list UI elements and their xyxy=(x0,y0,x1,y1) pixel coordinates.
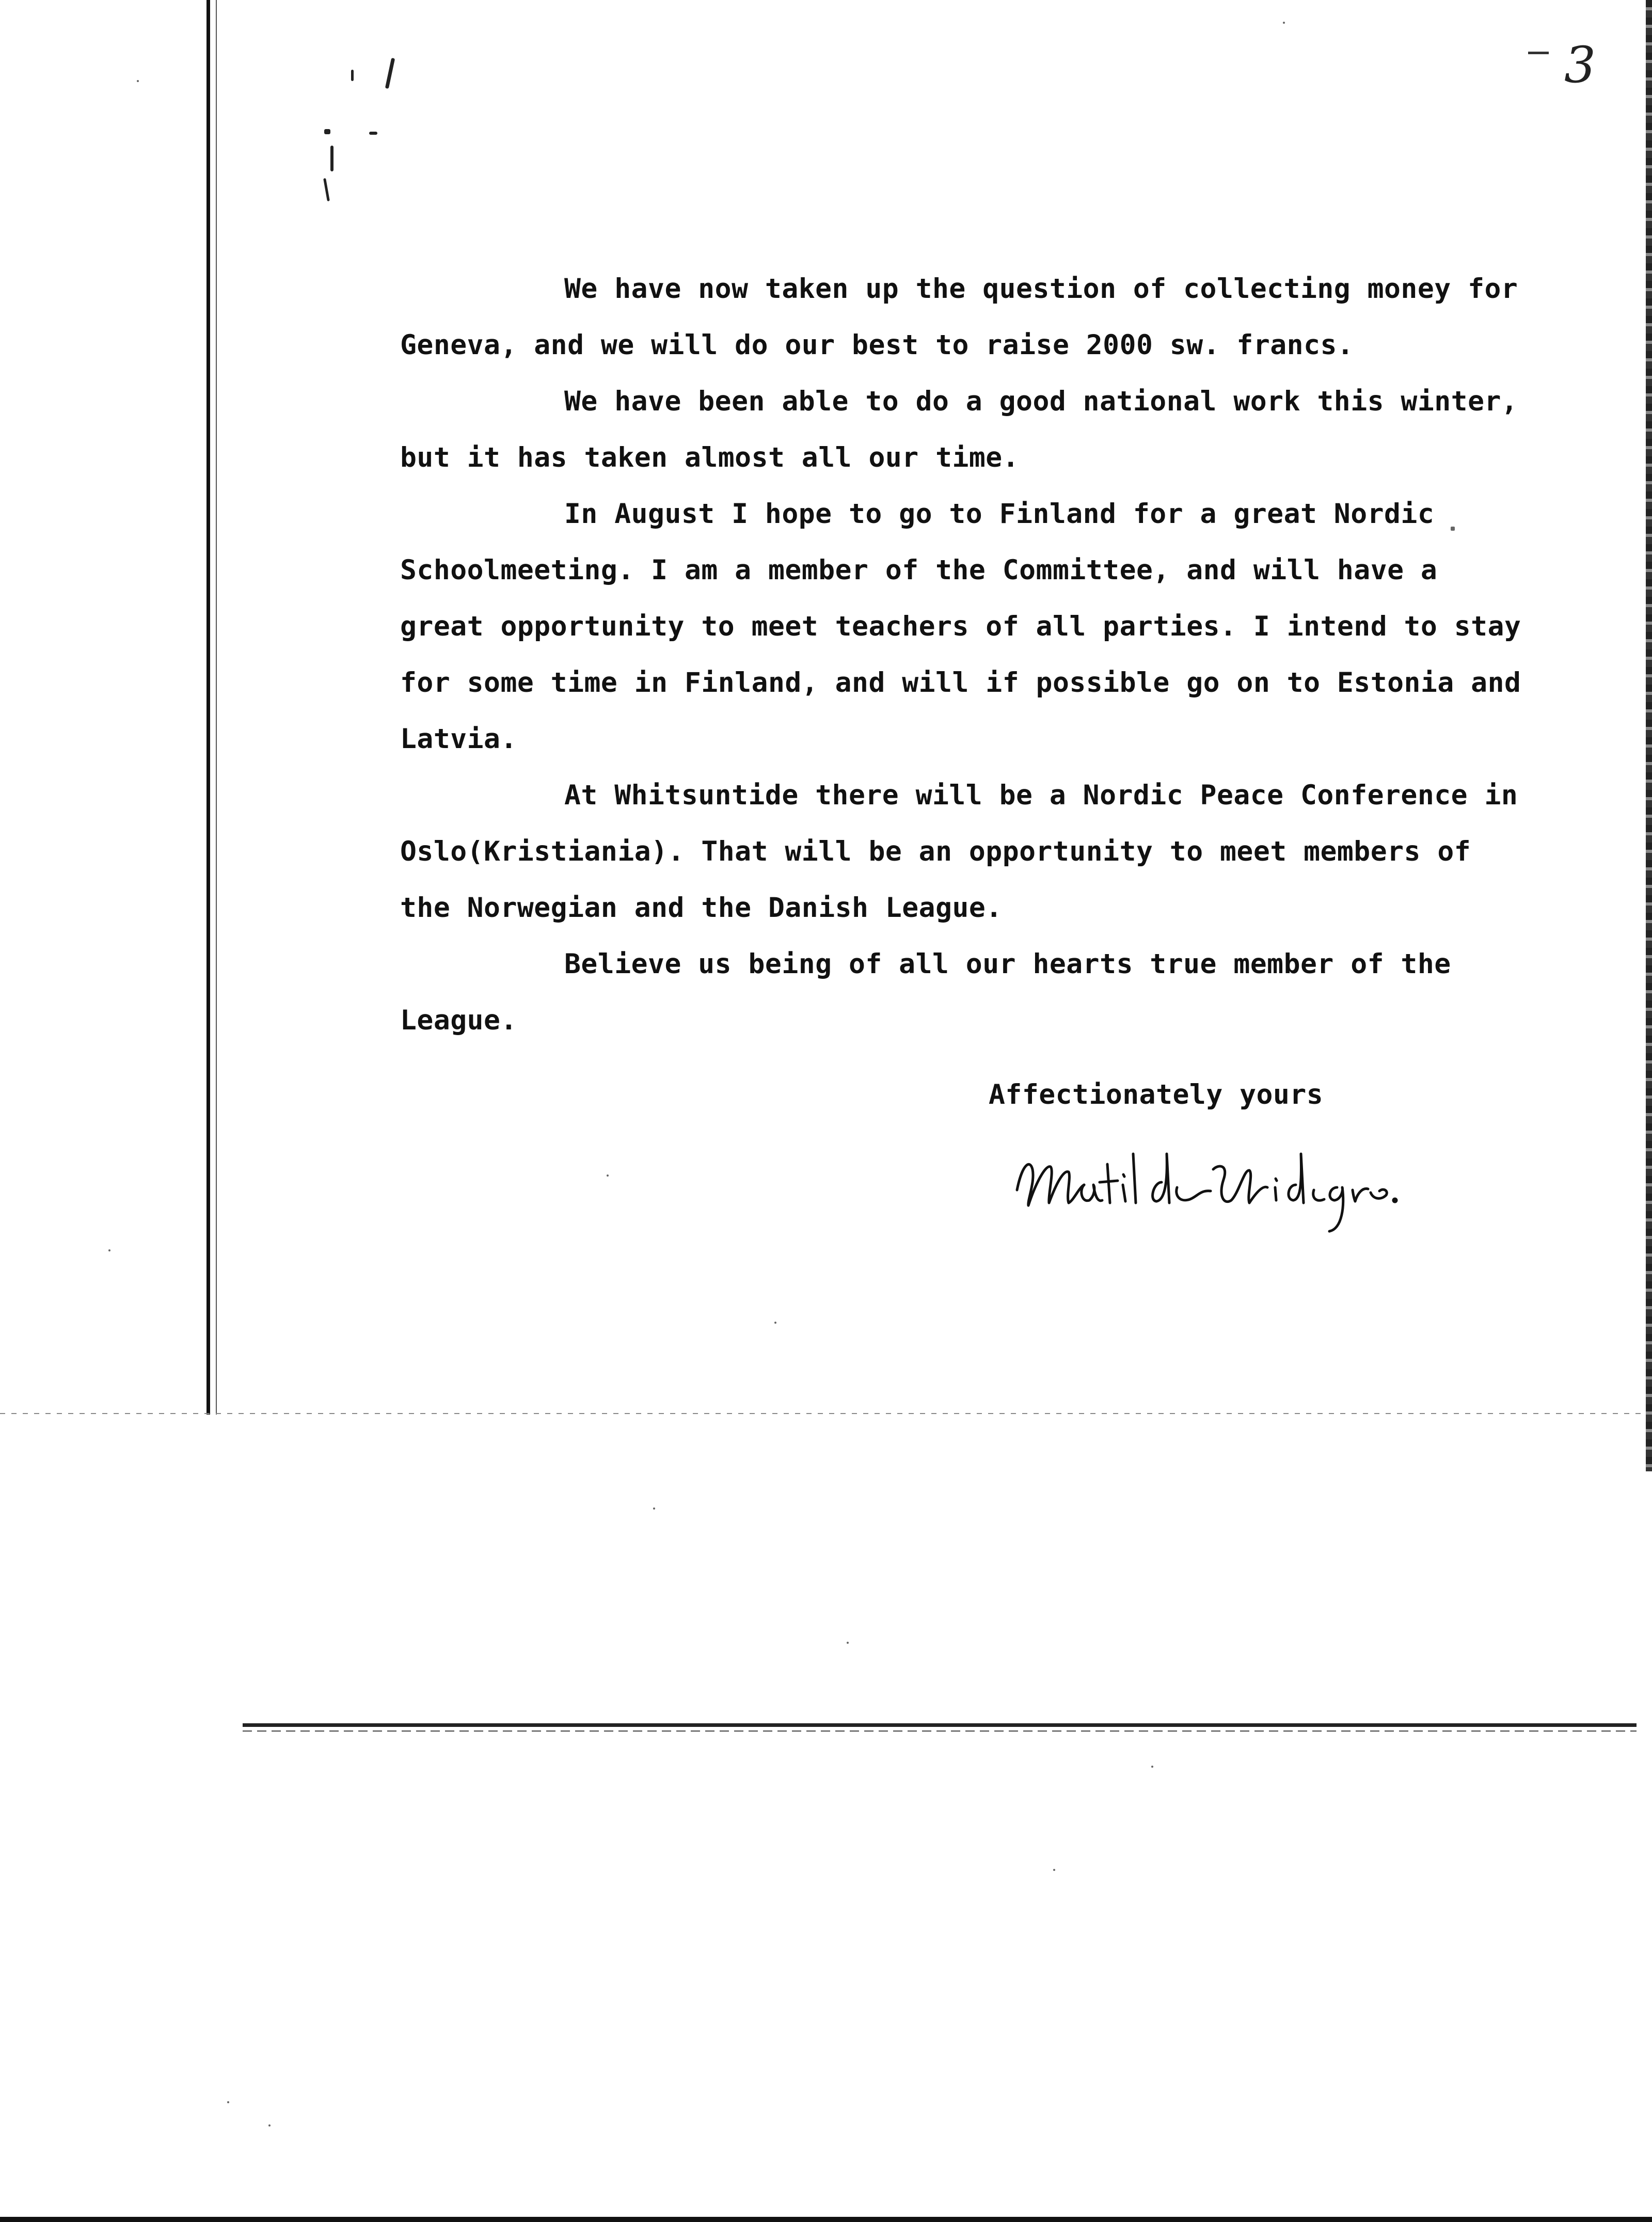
margin-mark xyxy=(323,178,330,201)
scan-speck xyxy=(1283,22,1285,24)
scan-left-border-inner xyxy=(216,0,217,1415)
scan-speck xyxy=(774,1322,776,1324)
closing-line: Affectionately yours xyxy=(989,1079,1324,1110)
page-number-dash xyxy=(1528,52,1549,54)
margin-mark xyxy=(351,70,354,81)
scan-speck xyxy=(1151,1766,1153,1768)
scan-speck xyxy=(1053,1869,1055,1871)
scan-speck xyxy=(268,2124,271,2126)
scan-speck xyxy=(1451,527,1455,531)
page-bottom-border xyxy=(0,2217,1652,2222)
margin-mark xyxy=(369,132,377,135)
paragraph-geneva-collection: We have now taken up the question of collecting money for Geneva, and we will do our best to raise 2000 sw. francs. xyxy=(400,273,1518,361)
scan-speck xyxy=(653,1507,655,1510)
scan-right-border xyxy=(1646,0,1652,1471)
scan-speck xyxy=(607,1175,609,1177)
scan-bottom-edge-dashes xyxy=(243,1731,1637,1732)
scan-speck xyxy=(227,2101,229,2103)
signature xyxy=(1007,1133,1399,1236)
scan-speck xyxy=(108,1249,110,1251)
margin-mark xyxy=(324,129,330,134)
letter-body xyxy=(400,261,1536,1049)
margin-mark xyxy=(330,146,333,171)
scan-left-border xyxy=(206,0,210,1415)
paragraph-finland-trip: In August I hope to go to Finland for a great Nordic Schoolmeeting. I am a member of the Committee, and will have a great opportunity to meet teachers of all parties. I intend to stay for some time in Finland, and will if possible go on to Estonia and Latvia. xyxy=(400,498,1521,755)
margin-mark xyxy=(385,58,395,89)
paragraph-national-work: We have been able to do a good national work this winter, but it has taken almost all our time. xyxy=(400,386,1518,473)
page-number: 3 xyxy=(1564,36,1596,94)
paragraph-closing-sentiment: Believe us being of all our hearts true member of the League. xyxy=(400,948,1451,1036)
fold-line xyxy=(0,1413,1652,1414)
scan-speck xyxy=(137,80,139,82)
paragraph-peace-conference: At Whitsuntide there will be a Nordic Peace Conference in Oslo(Kristiania). That will be an opportunity to meet members of the Norwegian and the Danish League. xyxy=(400,780,1518,924)
scan-bottom-edge xyxy=(243,1723,1637,1727)
scan-speck xyxy=(847,1642,849,1644)
